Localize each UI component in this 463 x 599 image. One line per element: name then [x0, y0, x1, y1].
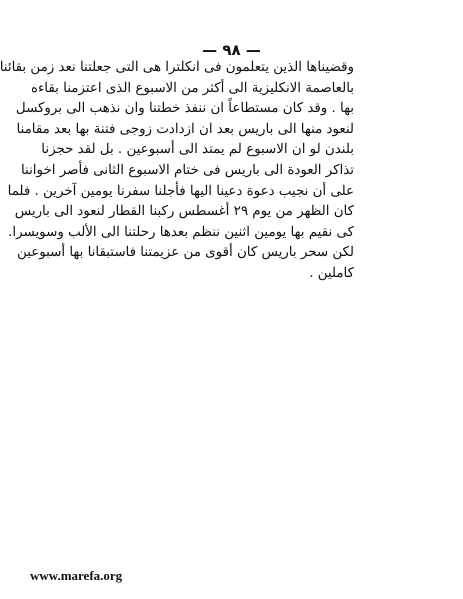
text-line: تذاكر العودة الى باريس فى ختام الاسبوع الثانى فأصر اخواننا	[20, 162, 354, 178]
text-line: لنعود منها الى باريس بعد ان ازدادت زوجى فتنة بها بعد مقامنا	[16, 121, 354, 137]
text-line: بها . وقد كان مستطاعاً ان ننفذ خطتنا وان نذهب الى بروكسل	[15, 101, 354, 117]
text-line: بلندن لو ان الاسبوع لم يمتد الى أسبوعين . بل لقد حجزنا	[41, 142, 354, 158]
text-line: كى نقيم بها يومين اثنين ننظم بعدها رحلتنا الى الألب وسويسرا.	[8, 224, 354, 240]
footer-url-link[interactable]: www.marefa.org	[30, 568, 123, 583]
text-line: لكن سحر باريس كان أقوى من عزيمتنا فاستبقانا بها أسبوعين	[16, 245, 354, 261]
text-line: على أن نجيب دعوة دعينا اليها فأجلنا سفرنا يومين آخرين . فلما	[7, 183, 354, 199]
text-line: كان الظهر من يوم ٢٩ أغسطس ركبنا القطار لنعود الى باريس	[14, 204, 354, 220]
text-line: بالعاصمة الانكليزية الى أكثر من الاسبوع الذى اعتزمنا بقاءه	[30, 80, 354, 96]
text-line-last: كاملين .	[309, 265, 354, 281]
body-text	[0, 58, 354, 285]
text-line: وقضيناها الذين يتعلمون فى انكلترا هى التى جعلتنا نعد زمن بقائنا	[0, 60, 354, 75]
page-number: — ٩٨ —	[202, 41, 261, 59]
